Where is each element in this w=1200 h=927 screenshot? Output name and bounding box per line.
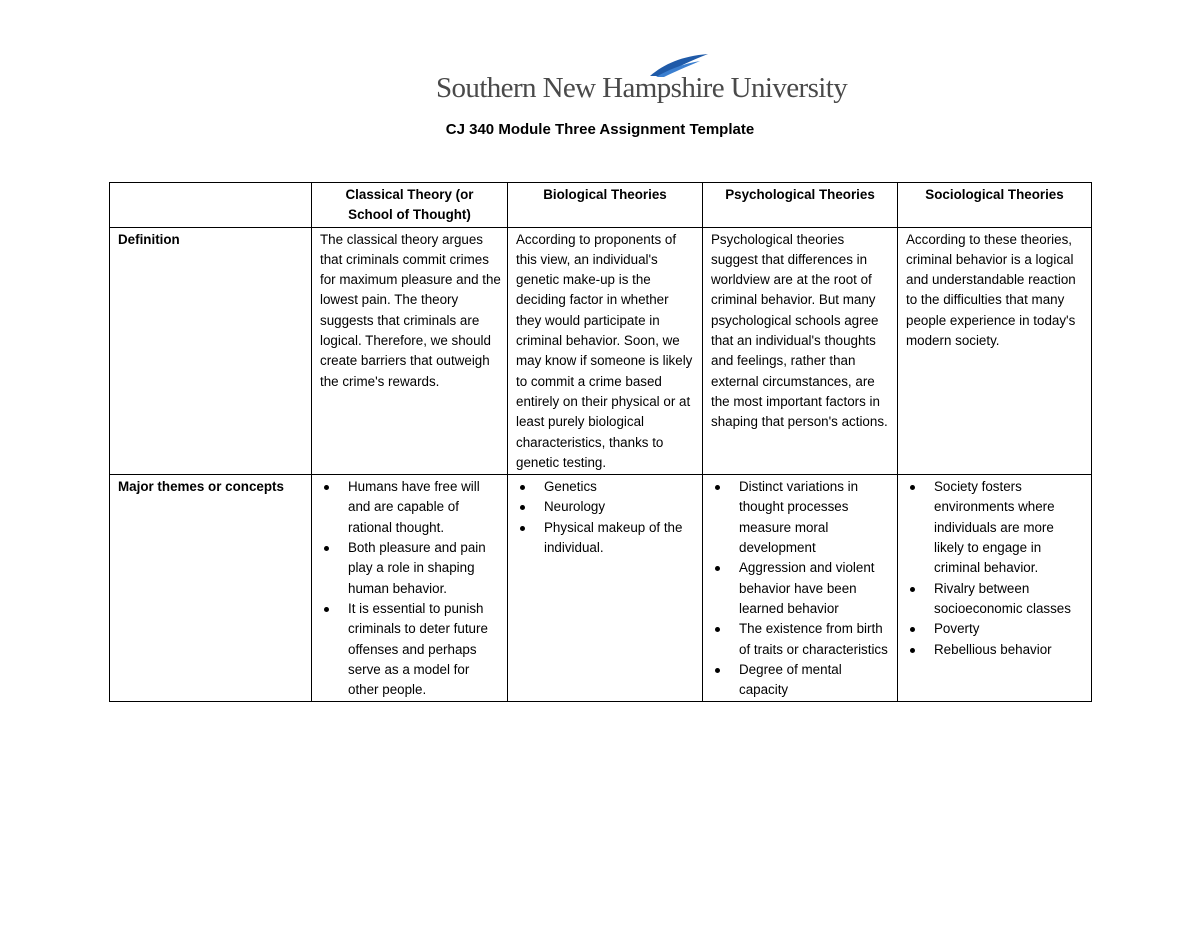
assignment-table	[109, 182, 1092, 702]
list-item: Degree of mental capacity	[711, 660, 891, 701]
definition-psychological: Psychological theories suggest that differences in worldview are at the root of criminal behavior. But many psychological schools agree that an individual's thoughts and feelings, rather than external circumstances, are the most important factors in shaping that person's actions.	[703, 227, 898, 475]
row-label-definition: Definition	[110, 227, 312, 475]
list-item: Neurology	[516, 497, 696, 517]
list-item: Physical makeup of the individual.	[516, 518, 696, 559]
themes-sociological	[898, 475, 1092, 702]
header-classical-theory: Classical Theory (or School of Thought)	[312, 183, 508, 228]
themes-classical-list	[320, 477, 501, 700]
header-sociological-theories: Sociological Theories	[898, 183, 1092, 228]
row-label-themes: Major themes or concepts	[110, 475, 312, 702]
list-item: Distinct variations in thought processes measure moral development	[711, 477, 891, 558]
list-item: Poverty	[906, 619, 1085, 639]
table-row-definition	[110, 227, 1092, 475]
list-item: It is essential to punish criminals to deter future offenses and perhaps serve as a model for other people.	[320, 599, 501, 700]
themes-psychological	[703, 475, 898, 702]
list-item: Rebellious behavior	[906, 640, 1085, 660]
header-psychological-theories: Psychological Theories	[703, 183, 898, 228]
list-item: Humans have free will and are capable of rational thought.	[320, 477, 501, 538]
list-item: Aggression and violent behavior have been learned behavior	[711, 558, 891, 619]
themes-biological-list	[516, 477, 696, 558]
definition-sociological: According to these theories, criminal behavior is a logical and understandable reaction to the difficulties that many people experience in today's modern society.	[898, 227, 1092, 475]
table-row-themes	[110, 475, 1092, 702]
list-item: Society fosters environments where individuals are more likely to engage in criminal behavior.	[906, 477, 1085, 578]
university-logo	[436, 52, 848, 108]
header-cell-empty	[110, 183, 312, 228]
list-item: Rivalry between socioeconomic classes	[906, 579, 1085, 620]
list-item: Both pleasure and pain play a role in shaping human behavior.	[320, 538, 501, 599]
themes-psychological-list	[711, 477, 891, 700]
definition-classical: The classical theory argues that criminals commit crimes for maximum pleasure and the lowest pain. The theory suggests that criminals are logical. Therefore, we should create barriers that outweigh the crime's rewards.	[312, 227, 508, 475]
header-biological-theories: Biological Theories	[508, 183, 703, 228]
document-title: CJ 340 Module Three Assignment Template	[445, 121, 755, 138]
table-header-row	[110, 183, 1092, 228]
list-item: Genetics	[516, 477, 696, 497]
themes-biological	[508, 475, 703, 702]
themes-classical	[312, 475, 508, 702]
themes-sociological-list	[906, 477, 1085, 660]
logo-wordmark: Southern New Hampshire University	[436, 72, 848, 104]
definition-biological: According to proponents of this view, an individual's genetic make-up is the deciding factor in whether they would participate in criminal behavior. Soon, we may know if someone is likely to commit a crime based entirely on their physical or at least purely biological characteristics, thanks to genetic testing.	[508, 227, 703, 475]
list-item: The existence from birth of traits or characteristics	[711, 619, 891, 660]
